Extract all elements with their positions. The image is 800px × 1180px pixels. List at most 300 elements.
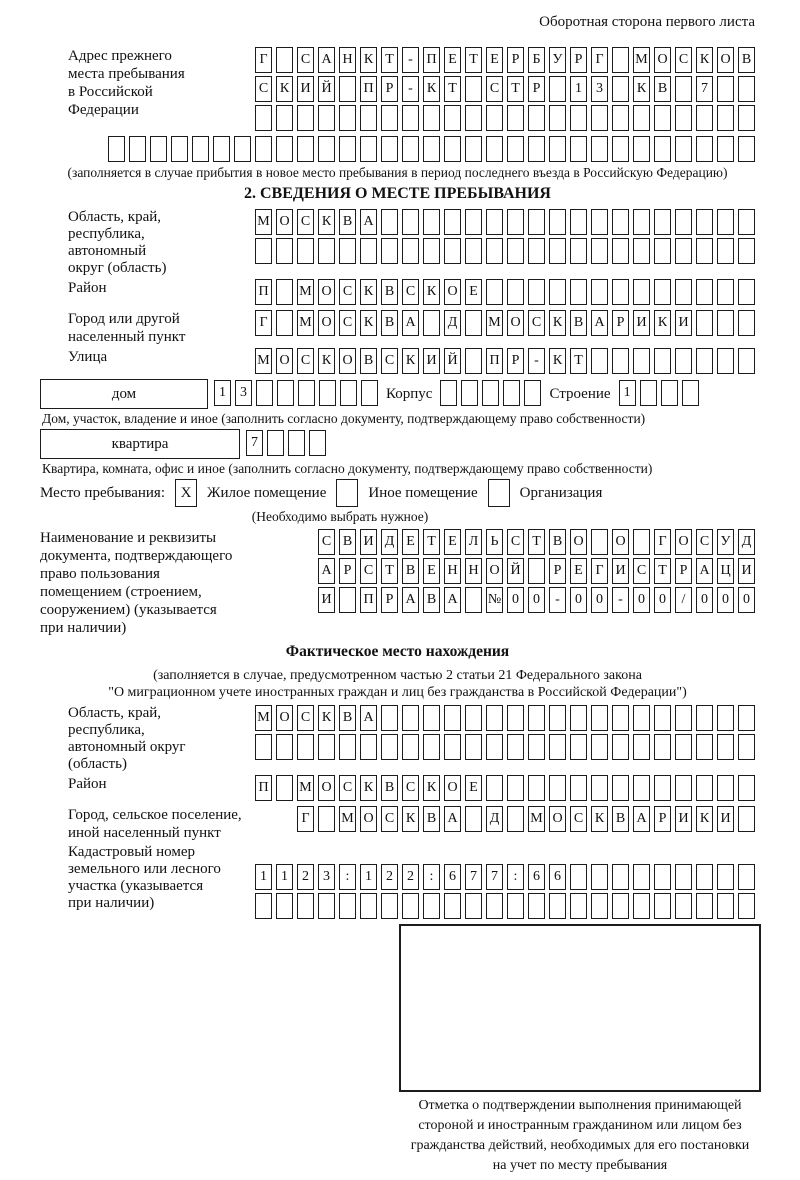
char-cell: О: [444, 775, 461, 801]
char-cell: [696, 209, 713, 235]
char-cell: [654, 864, 671, 890]
char-cell: Е: [402, 529, 419, 555]
document-rows: [318, 529, 755, 637]
korpus-label: Корпус: [386, 385, 433, 402]
char-cell: [675, 348, 692, 374]
char-cell: [675, 105, 692, 131]
char-cell: [318, 734, 335, 760]
char-cell: [360, 734, 377, 760]
char-cell: [570, 775, 587, 801]
char-cell: Т: [654, 558, 671, 584]
char-cell: [633, 136, 650, 162]
char-cell: [423, 209, 440, 235]
char-cell: О: [486, 558, 503, 584]
char-cell: [339, 76, 356, 102]
char-cell: [717, 310, 734, 336]
char-cell: [612, 864, 629, 890]
char-cell: [612, 76, 629, 102]
char-cell: [461, 380, 478, 406]
caption-line: "О миграционном учете иностранных граждан и лиц без гражданства в Российской Федерации"): [108, 685, 687, 700]
char-cell: [612, 238, 629, 264]
char-cell: С: [696, 529, 713, 555]
char-cell: [524, 380, 541, 406]
char-cell: [288, 430, 305, 456]
char-cell: К: [696, 806, 713, 832]
char-cell: Б: [528, 47, 545, 73]
char-cell: О: [318, 775, 335, 801]
char-cell: С: [402, 279, 419, 305]
char-cell: 1: [255, 864, 272, 890]
char-cell: [507, 136, 524, 162]
label-line: помещением (строением,: [40, 584, 202, 600]
field-kadastr: [40, 844, 755, 922]
char-cell: [696, 105, 713, 131]
rayon-fact-label: Район: [68, 776, 107, 792]
oblast-label: [40, 209, 255, 277]
char-cell: 2: [402, 864, 419, 890]
char-cell: [402, 734, 419, 760]
char-cell: [277, 380, 294, 406]
char-cell: [234, 136, 251, 162]
label-line: в Российской: [68, 84, 153, 100]
oblast-fact-rows: [255, 705, 755, 773]
char-cell: [381, 705, 398, 731]
prev-address-label: [40, 47, 255, 134]
char-cell: [319, 380, 336, 406]
char-cell: М: [255, 348, 272, 374]
char-cell: Г: [297, 806, 314, 832]
char-cell: [507, 806, 524, 832]
char-cell: [444, 705, 461, 731]
char-cell: Г: [654, 529, 671, 555]
char-cell: [465, 76, 482, 102]
char-cell: Т: [381, 47, 398, 73]
char-cell: [738, 893, 755, 919]
char-cell: [633, 279, 650, 305]
char-cell: А: [633, 806, 650, 832]
char-cell: [339, 136, 356, 162]
char-cell: [675, 734, 692, 760]
label-line: Область, край,: [68, 705, 162, 721]
oblast-rows: [255, 209, 755, 277]
char-cell: [738, 136, 755, 162]
char-cell: [738, 864, 755, 890]
char-cell: [717, 734, 734, 760]
char-cell: [591, 238, 608, 264]
char-cell: К: [276, 76, 293, 102]
char-cell: [129, 136, 146, 162]
char-cell: [507, 238, 524, 264]
char-row: [255, 76, 755, 102]
char-cell: [423, 893, 440, 919]
char-cell: [276, 893, 293, 919]
fact-section-title: Фактическое место нахождения: [285, 643, 510, 660]
char-cell: С: [339, 775, 356, 801]
char-cell: [570, 893, 587, 919]
char-cell: Д: [486, 806, 503, 832]
korpus-cells: [440, 380, 541, 406]
char-cell: К: [360, 310, 377, 336]
char-cell: [654, 734, 671, 760]
char-cell: [717, 136, 734, 162]
label-line: документа, подтверждающего: [40, 548, 233, 564]
char-cell: Е: [465, 279, 482, 305]
char-cell: [675, 238, 692, 264]
char-cell: К: [633, 76, 650, 102]
char-cell: [682, 380, 699, 406]
char-cell: [612, 136, 629, 162]
char-cell: [612, 775, 629, 801]
char-row: [255, 893, 755, 919]
char-cell: В: [738, 47, 755, 73]
char-cell: [738, 775, 755, 801]
char-cell: И: [318, 587, 335, 613]
field-gorod: [40, 310, 755, 346]
char-cell: А: [318, 558, 335, 584]
char-cell: 1: [276, 864, 293, 890]
char-cell: С: [528, 310, 545, 336]
label-line: автономный: [68, 243, 147, 259]
char-cell: В: [381, 775, 398, 801]
char-cell: [591, 893, 608, 919]
field-rayon: [40, 279, 755, 308]
kadastr-rows: [255, 864, 755, 922]
char-cell: Ц: [717, 558, 734, 584]
char-cell: М: [297, 279, 314, 305]
ulitsa-label: Улица: [68, 349, 108, 365]
char-cell: К: [591, 806, 608, 832]
char-cell: [255, 238, 272, 264]
char-cell: [528, 734, 545, 760]
char-cell: П: [255, 775, 272, 801]
char-cell: П: [360, 76, 377, 102]
row-kvartira: [40, 429, 755, 459]
char-cell: [528, 209, 545, 235]
char-cell: Р: [507, 47, 524, 73]
char-cell: [255, 136, 272, 162]
char-cell: [339, 893, 356, 919]
char-cell: [696, 348, 713, 374]
char-cell: О: [675, 529, 692, 555]
char-cell: [591, 705, 608, 731]
label-line: округ (область): [68, 260, 167, 276]
char-cell: К: [360, 775, 377, 801]
char-cell: С: [339, 279, 356, 305]
char-cell: В: [402, 558, 419, 584]
char-cell: [612, 279, 629, 305]
char-cell: Й: [507, 558, 524, 584]
char-cell: [612, 47, 629, 73]
char-cell: [570, 136, 587, 162]
label-line: право пользования: [40, 566, 160, 582]
checkbox-inoe: [336, 479, 358, 507]
char-cell: [570, 209, 587, 235]
char-cell: [339, 238, 356, 264]
char-cell: В: [360, 348, 377, 374]
char-cell: Й: [318, 76, 335, 102]
char-cell: [612, 105, 629, 131]
char-cell: [381, 105, 398, 131]
char-cell: [661, 380, 678, 406]
char-cell: А: [444, 587, 461, 613]
char-cell: Т: [507, 76, 524, 102]
char-cell: [444, 238, 461, 264]
char-cell: [213, 136, 230, 162]
dom-cells: [214, 380, 378, 406]
char-cell: [591, 209, 608, 235]
char-cell: О: [549, 806, 566, 832]
char-cell: М: [255, 209, 272, 235]
char-cell: :: [423, 864, 440, 890]
char-cell: Т: [444, 76, 461, 102]
char-cell: П: [255, 279, 272, 305]
char-cell: 0: [654, 587, 671, 613]
char-cell: Ь: [486, 529, 503, 555]
caption-line: Отметка о подтверждении выполнения принимающей: [418, 1098, 742, 1113]
char-cell: 7: [246, 430, 263, 456]
char-cell: [738, 705, 755, 731]
char-cell: [738, 734, 755, 760]
char-cell: [633, 348, 650, 374]
char-cell: [696, 238, 713, 264]
char-cell: Е: [444, 529, 461, 555]
char-cell: [297, 893, 314, 919]
char-cell: [507, 734, 524, 760]
char-cell: [675, 893, 692, 919]
document-label: [40, 529, 318, 637]
char-cell: [507, 209, 524, 235]
char-cell: [276, 775, 293, 801]
char-cell: [591, 864, 608, 890]
char-cell: /: [675, 587, 692, 613]
kadastr-label: [40, 844, 255, 922]
char-cell: [465, 310, 482, 336]
char-cell: И: [423, 348, 440, 374]
char-cell: Н: [444, 558, 461, 584]
char-cell: Р: [528, 76, 545, 102]
char-cell: -: [402, 47, 419, 73]
char-cell: П: [486, 348, 503, 374]
char-cell: [402, 238, 419, 264]
char-cell: [339, 734, 356, 760]
char-cell: [717, 348, 734, 374]
label-line: иной населенный пункт: [68, 825, 221, 841]
char-cell: [276, 310, 293, 336]
char-cell: [717, 893, 734, 919]
char-cell: О: [318, 279, 335, 305]
char-cell: [256, 380, 273, 406]
char-cell: [298, 380, 315, 406]
kvartira-caption: Квартира, комната, офис и иное (заполнить согласно документу, подтверждающему право собственности): [42, 461, 653, 476]
field-document: [40, 529, 755, 637]
rayon-rows: [255, 279, 755, 308]
char-cell: Е: [444, 47, 461, 73]
label-line: Наименование и реквизиты: [40, 530, 217, 546]
char-cell: [381, 734, 398, 760]
char-cell: [486, 136, 503, 162]
char-cell: [503, 380, 520, 406]
char-cell: П: [423, 47, 440, 73]
char-cell: Т: [381, 558, 398, 584]
char-cell: И: [675, 806, 692, 832]
char-cell: [696, 310, 713, 336]
char-cell: [297, 734, 314, 760]
char-cell: [633, 529, 650, 555]
char-row: [255, 734, 755, 760]
char-cell: [318, 806, 335, 832]
caption-line: на учет по месту пребывания: [492, 1158, 668, 1173]
char-cell: [486, 209, 503, 235]
char-cell: Т: [465, 47, 482, 73]
char-cell: [276, 136, 293, 162]
char-cell: [423, 734, 440, 760]
fact-section-captions: [40, 667, 755, 701]
char-cell: [486, 893, 503, 919]
char-cell: Р: [570, 47, 587, 73]
label-line: населенный пункт: [68, 329, 186, 345]
char-cell: [696, 864, 713, 890]
char-cell: [591, 136, 608, 162]
char-cell: [255, 105, 272, 131]
char-cell: Г: [591, 558, 608, 584]
char-cell: К: [318, 348, 335, 374]
field-rayon-fact: [40, 775, 755, 804]
label-line: Город или другой: [68, 311, 180, 327]
char-cell: К: [423, 279, 440, 305]
char-cell: [633, 209, 650, 235]
char-cell: [528, 136, 545, 162]
char-cell: В: [423, 587, 440, 613]
char-cell: С: [297, 47, 314, 73]
label-line: при наличии): [68, 895, 155, 911]
char-cell: [654, 136, 671, 162]
char-cell: [675, 209, 692, 235]
label-line: сооружением) (указывается: [40, 602, 217, 618]
char-cell: [738, 76, 755, 102]
char-cell: [528, 558, 545, 584]
gorod-label: [40, 310, 255, 346]
char-cell: [507, 105, 524, 131]
gorod-fact-rows: [297, 806, 755, 842]
char-cell: [444, 893, 461, 919]
label-line: (область): [68, 756, 127, 772]
char-cell: [570, 279, 587, 305]
char-cell: 7: [465, 864, 482, 890]
char-cell: [717, 238, 734, 264]
row-mesto-prebyvaniya: [40, 479, 755, 507]
char-cell: [318, 893, 335, 919]
char-cell: [696, 705, 713, 731]
char-cell: [549, 238, 566, 264]
char-cell: [591, 529, 608, 555]
char-row: [318, 587, 755, 613]
char-cell: [717, 705, 734, 731]
char-cell: [465, 734, 482, 760]
char-cell: [717, 864, 734, 890]
char-cell: [633, 775, 650, 801]
char-cell: Е: [570, 558, 587, 584]
char-cell: Л: [465, 529, 482, 555]
char-cell: В: [423, 806, 440, 832]
char-cell: [276, 734, 293, 760]
char-cell: А: [444, 806, 461, 832]
char-cell: У: [549, 47, 566, 73]
char-cell: А: [591, 310, 608, 336]
char-cell: [696, 734, 713, 760]
char-cell: Д: [738, 529, 755, 555]
char-cell: В: [570, 310, 587, 336]
section2-title: 2. СВЕДЕНИЯ О МЕСТЕ ПРЕБЫВАНИЯ: [244, 185, 551, 202]
char-cell: С: [297, 705, 314, 731]
char-cell: С: [486, 76, 503, 102]
char-cell: [402, 105, 419, 131]
char-cell: [717, 279, 734, 305]
char-cell: Р: [612, 310, 629, 336]
char-cell: [486, 775, 503, 801]
char-cell: [444, 136, 461, 162]
char-cell: [738, 806, 755, 832]
char-cell: Р: [675, 558, 692, 584]
char-cell: 0: [738, 587, 755, 613]
char-cell: Г: [591, 47, 608, 73]
char-cell: П: [360, 587, 377, 613]
label-line: Город, сельское поселение,: [68, 807, 242, 823]
char-cell: О: [612, 529, 629, 555]
dom-box: дом: [40, 379, 208, 409]
char-cell: Д: [381, 529, 398, 555]
char-cell: [612, 893, 629, 919]
char-cell: М: [339, 806, 356, 832]
char-cell: [444, 105, 461, 131]
char-cell: Р: [339, 558, 356, 584]
char-cell: [738, 209, 755, 235]
char-cell: [633, 893, 650, 919]
char-cell: С: [297, 348, 314, 374]
char-cell: [570, 864, 587, 890]
char-cell: К: [423, 76, 440, 102]
char-cell: [309, 430, 326, 456]
caption-line: стороной и иностранным гражданином или лицом без: [418, 1118, 742, 1133]
field-oblast-fact: [40, 705, 755, 773]
char-cell: -: [612, 587, 629, 613]
char-cell: [381, 209, 398, 235]
char-cell: 7: [696, 76, 713, 102]
field-ulitsa: [40, 348, 755, 377]
char-row: [255, 238, 755, 264]
char-cell: [717, 105, 734, 131]
char-row: [255, 209, 755, 235]
char-cell: Н: [465, 558, 482, 584]
char-cell: [549, 76, 566, 102]
char-cell: [738, 238, 755, 264]
char-cell: С: [675, 47, 692, 73]
label-line: Адрес прежнего: [68, 48, 172, 64]
label-line: Область, край,: [68, 209, 162, 225]
label-line: участка (указывается: [68, 878, 204, 894]
char-cell: [612, 209, 629, 235]
label-line: республика,: [68, 226, 145, 242]
char-cell: М: [528, 806, 545, 832]
char-cell: М: [297, 310, 314, 336]
char-cell: [276, 238, 293, 264]
char-cell: [507, 705, 524, 731]
char-cell: 0: [507, 587, 524, 613]
char-cell: [591, 775, 608, 801]
char-cell: [465, 806, 482, 832]
char-cell: [675, 705, 692, 731]
char-cell: 1: [570, 76, 587, 102]
char-cell: [381, 893, 398, 919]
